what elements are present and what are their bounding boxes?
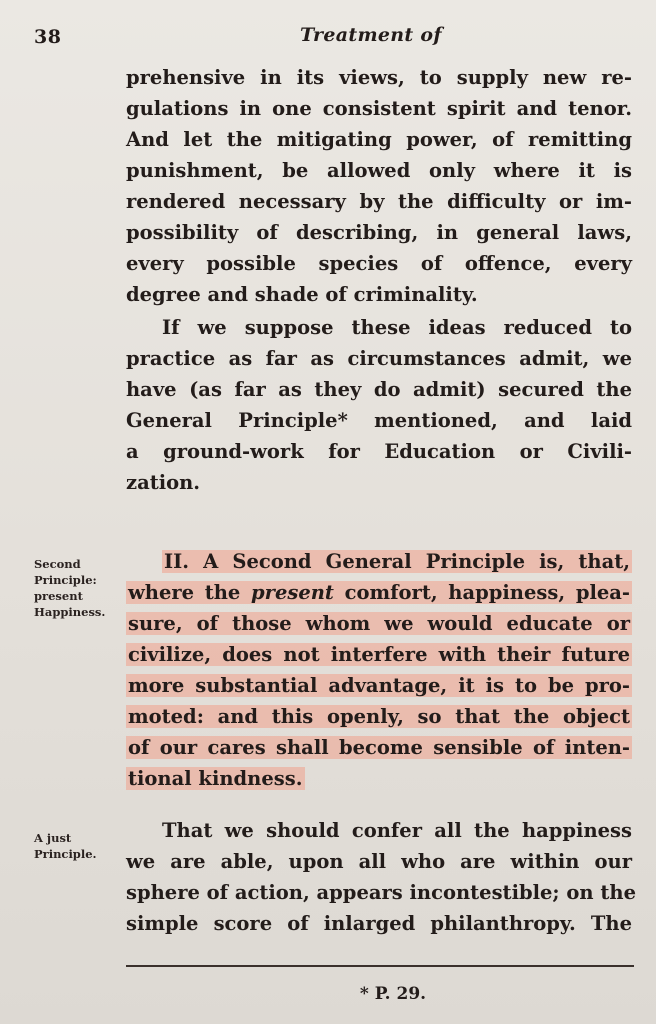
highlighted-text: tional kindness.	[128, 767, 303, 790]
text-line	[126, 701, 632, 732]
highlighted-text: of our cares shall become sensible of inten-	[128, 736, 630, 759]
text-line: zation.	[126, 471, 201, 494]
paragraph-continuation	[126, 62, 632, 310]
footnote-rule	[126, 965, 634, 967]
margin-note-line: Happiness.	[34, 605, 106, 619]
text-line: General Principle* mentioned, and laid	[126, 409, 632, 432]
text-line: we are able, upon all who are within our	[126, 850, 632, 873]
text-line: possibility of describing, in general laws,	[126, 221, 632, 244]
text-line: degree and shade of criminality.	[126, 283, 478, 306]
highlighted-text: II. A Second General Principle is, that,	[164, 550, 630, 573]
highlighted-text: civilize, does not interfere with their future	[128, 643, 630, 666]
text-line: punishment, be allowed only where it is	[126, 159, 632, 182]
text-line	[126, 577, 632, 608]
text-line: sphere of action, appears incontestible; on the	[126, 881, 636, 904]
text-line	[126, 546, 632, 577]
text-line: That we should confer all the happiness	[162, 819, 632, 842]
text-line: gulations in one consistent spirit and tenor.	[126, 97, 632, 120]
page-number: 38	[34, 26, 62, 48]
text-line	[126, 639, 632, 670]
text-line: have (as far as they do admit) secured the	[126, 378, 632, 401]
running-title: Treatment of	[300, 24, 442, 46]
text-line	[126, 763, 632, 794]
highlighted-text: more substantial advantage, it is to be pro-	[128, 674, 630, 697]
text-line: prehensive in its views, to supply new re-	[126, 66, 632, 89]
footnote: * P. 29.	[359, 984, 427, 1004]
highlighted-text: where the present comfort, happiness, plea-	[128, 581, 630, 604]
text-line	[126, 608, 632, 639]
text-line	[126, 732, 632, 763]
margin-note-line: A just	[34, 831, 72, 845]
text-line: practice as far as circumstances admit, we	[126, 347, 632, 370]
text-line: And let the mitigating power, of remitting	[126, 128, 632, 151]
margin-note-line: present	[34, 589, 83, 603]
paragraph-ideas	[126, 312, 632, 498]
text-line: rendered necessary by the difficulty or im-	[126, 190, 632, 213]
emphasis-present: present	[251, 581, 334, 604]
highlighted-text: sure, of those whom we would educate or	[128, 612, 630, 635]
margin-note-second-principle	[34, 556, 105, 620]
text-line	[126, 670, 632, 701]
text-line: If we suppose these ideas reduced to	[162, 316, 632, 339]
margin-note-just-principle	[34, 830, 97, 862]
text-line: a ground-work for Education or Civili-	[126, 440, 632, 463]
margin-note-line: Second	[34, 557, 81, 571]
margin-note-line: Principle:	[34, 573, 97, 587]
text-line: every possible species of offence, every	[126, 252, 632, 275]
margin-note-line: Principle.	[34, 847, 97, 861]
paragraph-second-principle	[126, 546, 632, 794]
paragraph-just-principle	[126, 815, 636, 939]
text-line: simple score of inlarged philanthropy. The	[126, 912, 632, 935]
highlighted-text: moted: and this openly, so that the object	[128, 705, 630, 728]
